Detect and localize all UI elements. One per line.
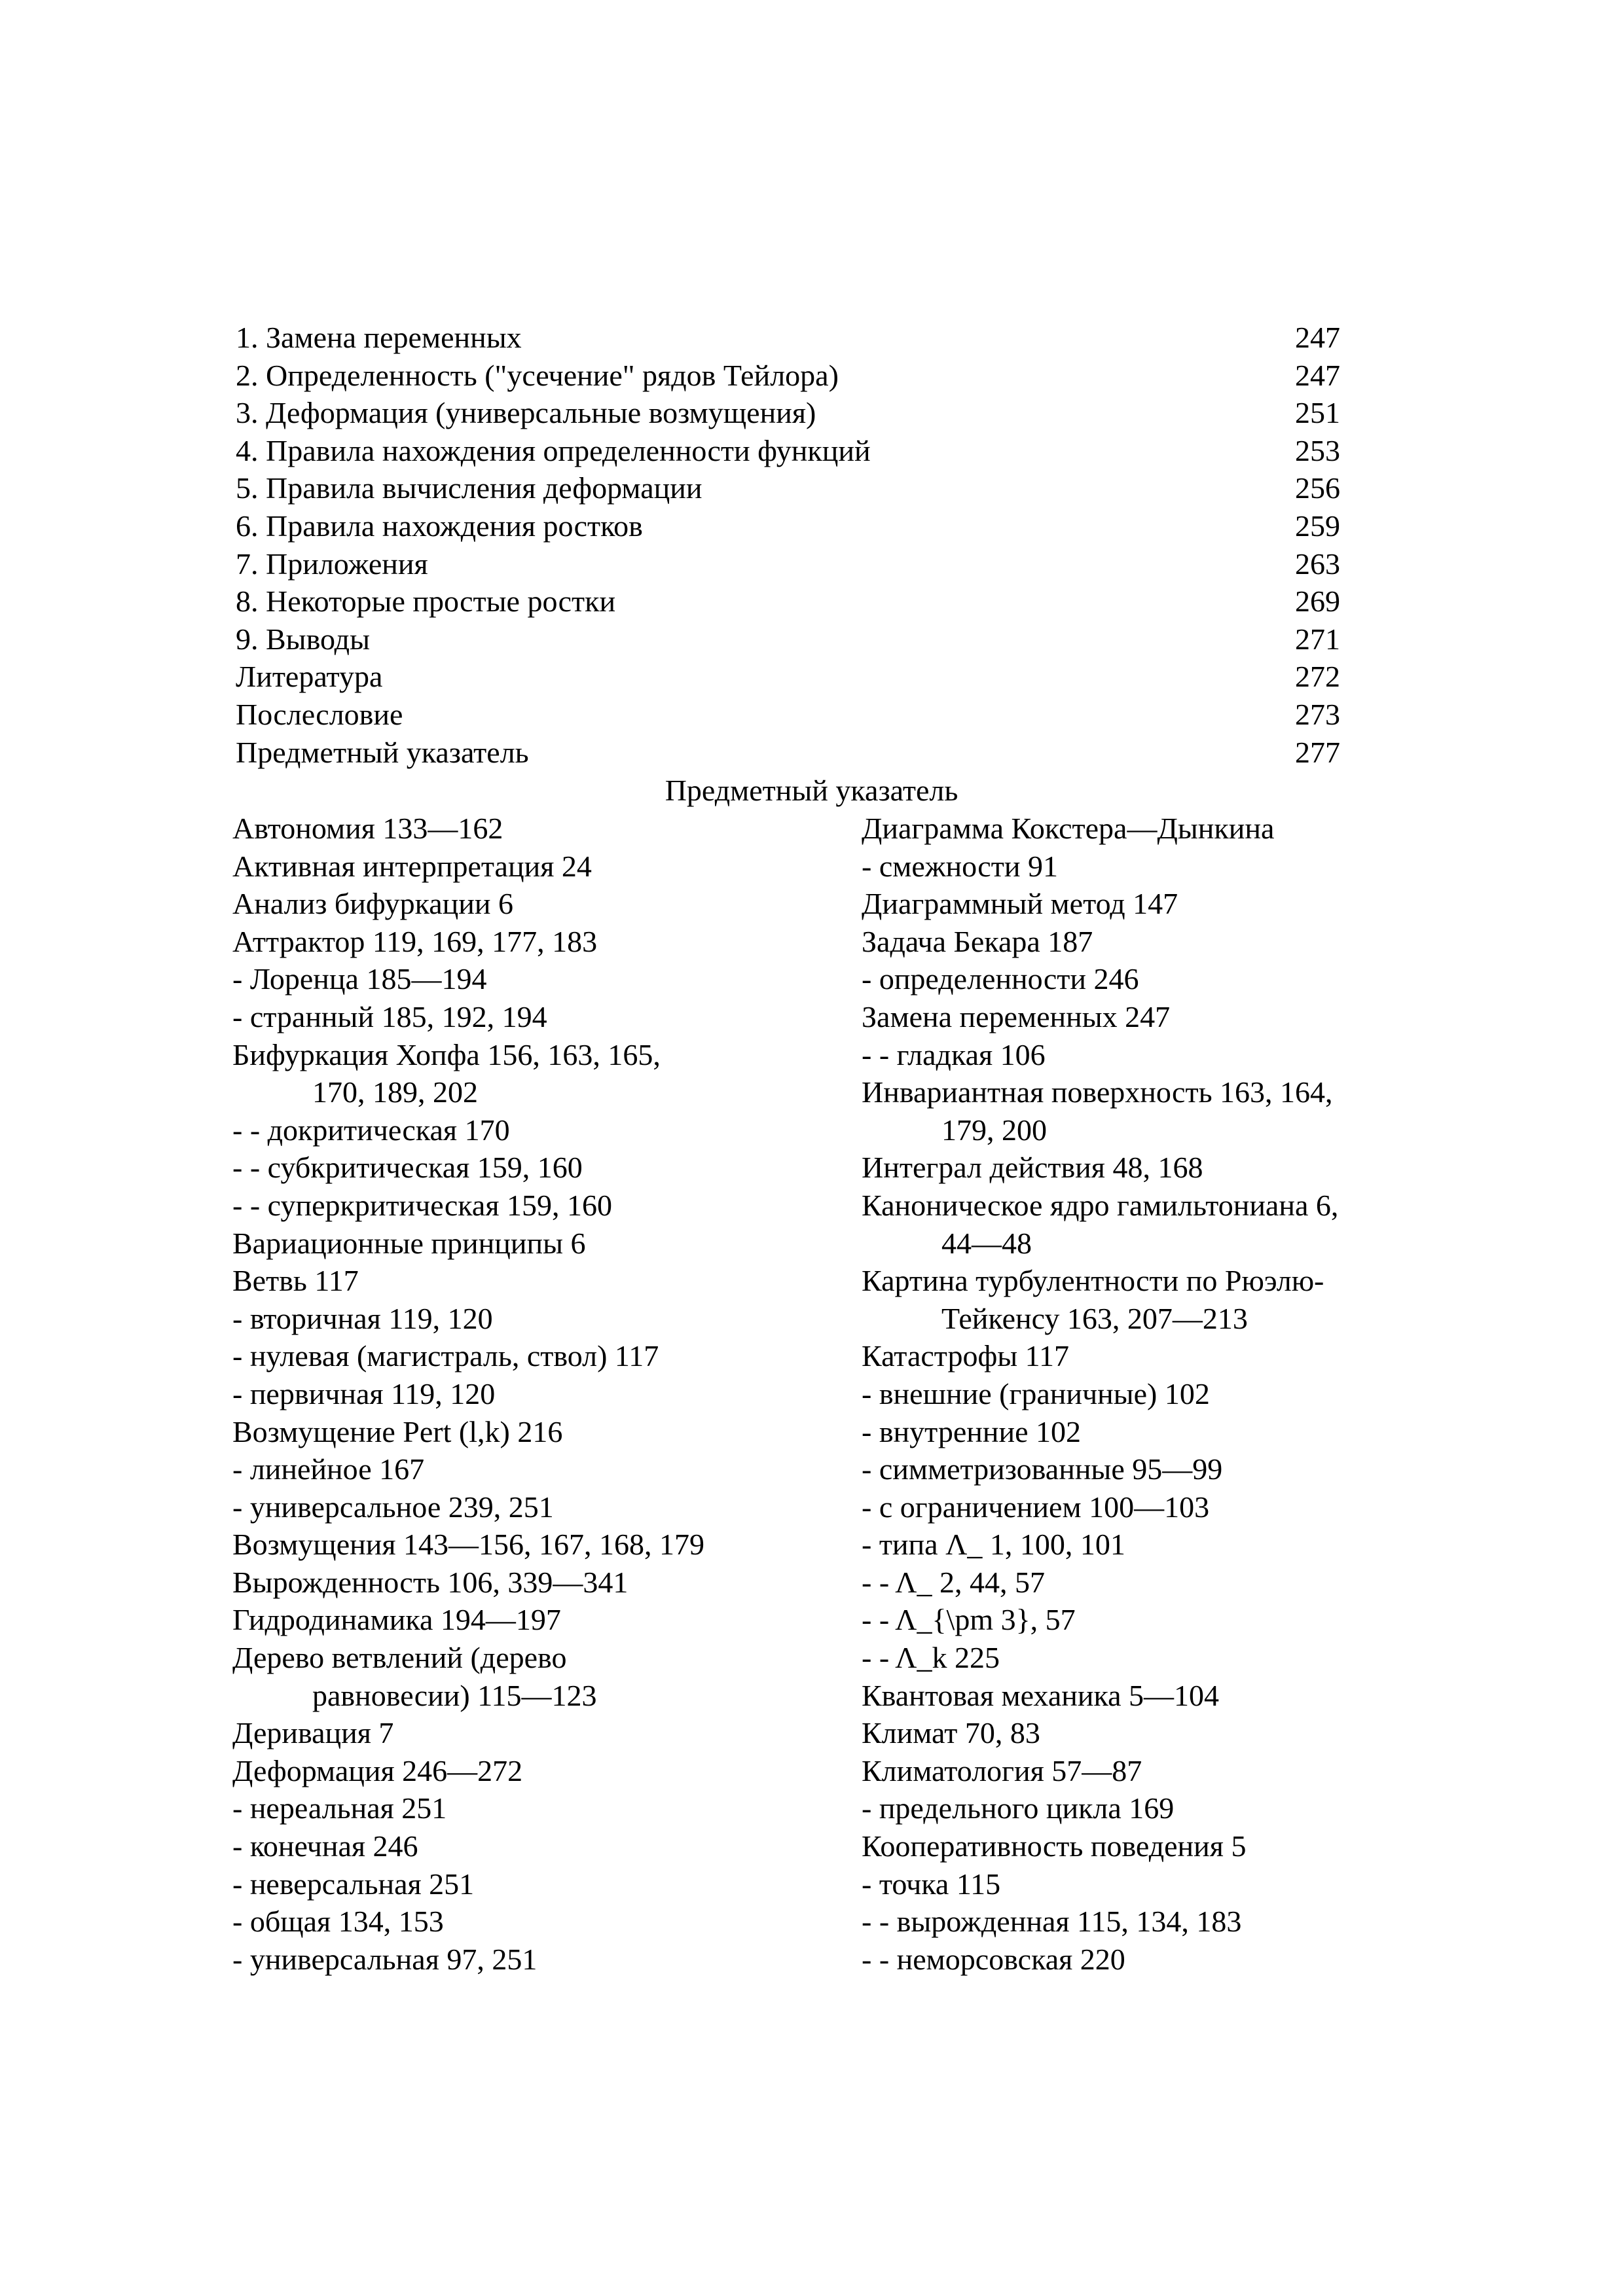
toc-title: Предметный указатель	[236, 735, 529, 769]
toc-title: 9. Выводы	[236, 622, 370, 656]
index-entry: Интеграл действия 48, 168	[862, 1151, 1203, 1185]
toc-title: 4. Правила нахождения определенности функций	[236, 433, 871, 467]
index-entry: Тейкенсу 163, 207—213	[941, 1301, 1248, 1335]
toc-title: 2. Определенность ("усечение" рядов Тейлора)	[236, 358, 839, 392]
index-entry: - общая 134, 153	[232, 1905, 444, 1939]
toc-title: 7. Приложения	[236, 547, 428, 581]
index-entry: - первичная 119, 120	[232, 1376, 496, 1410]
toc-row	[236, 658, 1354, 696]
index-entry: Картина турбулентности по Рюэлю-	[862, 1264, 1324, 1298]
toc-row	[236, 432, 1354, 470]
index-entry: - внешние (граничные) 102	[862, 1376, 1210, 1410]
index-entry: - симметризованные 95—99	[862, 1452, 1223, 1486]
index-entry: - - докритическая 170	[232, 1113, 510, 1147]
index-entry: - - неморсовская 220	[862, 1942, 1125, 1976]
toc-row	[236, 469, 1354, 507]
index-entry: Кооперативность поведения 5	[862, 1829, 1247, 1863]
toc-page-number: 253	[1295, 433, 1340, 467]
toc-row	[236, 696, 1354, 734]
index-entry: Ветвь 117	[232, 1264, 359, 1298]
toc-page-number: 269	[1295, 584, 1340, 619]
index-entry: Инвариантная поверхность 163, 164,	[862, 1075, 1333, 1109]
index-entry: - универсальная 97, 251	[232, 1942, 538, 1976]
index-entry: - - суперкритическая 159, 160	[232, 1188, 613, 1222]
index-entry: - - субкритическая 159, 160	[232, 1151, 583, 1185]
index-entry: - с ограничением 100—103	[862, 1490, 1210, 1524]
index-entry: Автономия 133—162	[232, 812, 503, 845]
index-entry: - - Λ_k 225	[862, 1641, 1000, 1675]
toc-page-number: 259	[1295, 509, 1340, 543]
index-entry: 44—48	[941, 1226, 1032, 1260]
toc-page-number: 271	[1295, 622, 1340, 656]
index-column-right	[862, 810, 1425, 1978]
toc-page-number: 247	[1295, 321, 1340, 354]
index-entry: - вторичная 119, 120	[232, 1301, 493, 1335]
index-entry: - неверсальная 251	[232, 1867, 475, 1901]
index-entry: Диаграмма Кокстера—Дынкина	[862, 812, 1275, 845]
index-entry: Бифуркация Хопфа 156, 163, 165,	[232, 1037, 661, 1071]
toc-row	[236, 319, 1354, 357]
index-entry: Каноническое ядро гамильтониана 6,	[862, 1188, 1339, 1222]
toc-row	[236, 545, 1354, 583]
toc-page-number: 272	[1295, 660, 1340, 694]
index-entry: Возмущение Pert (l,k) 216	[232, 1414, 563, 1448]
index-entry: Деривация 7	[232, 1716, 394, 1750]
index-entry: - - Λ_ 2, 44, 57	[862, 1565, 1045, 1599]
toc-row	[236, 357, 1354, 395]
index-entry: - - вырожденная 115, 134, 183	[862, 1905, 1242, 1939]
toc-title: Послесловие	[236, 697, 403, 731]
index-column-left	[232, 810, 841, 1978]
index-entry: Дерево ветвлений (дерево	[232, 1641, 567, 1675]
index-entry: - нулевая (магистраль, ствол) 117	[232, 1339, 659, 1373]
index-entry: Гидродинамика 194—197	[232, 1603, 561, 1637]
index-entry: - предельного цикла 169	[862, 1791, 1175, 1825]
toc-title: 1. Замена переменных	[236, 321, 522, 354]
index-entry: Замена переменных 247	[862, 999, 1171, 1033]
toc-row	[236, 734, 1354, 772]
toc-row	[236, 583, 1354, 620]
index-entry: Активная интерпретация 24	[232, 849, 592, 883]
toc-page-number: 277	[1295, 735, 1340, 769]
index-entry: - линейное 167	[232, 1452, 425, 1486]
index-entry: Вырожденность 106, 339—341	[232, 1565, 629, 1599]
index-entry: - смежности 91	[862, 849, 1058, 883]
index-title: Предметный указатель	[665, 774, 958, 807]
toc-row	[236, 620, 1354, 658]
toc-page-number: 247	[1295, 358, 1340, 392]
index-entry: - странный 185, 192, 194	[232, 999, 547, 1033]
toc-page-number: 263	[1295, 547, 1340, 581]
toc-page-number: 251	[1295, 396, 1340, 430]
index-entry: Климатология 57—87	[862, 1753, 1142, 1787]
index-entry: - точка 115	[862, 1867, 1001, 1901]
toc-row	[236, 507, 1354, 545]
toc-row	[236, 394, 1354, 432]
toc-page-number: 273	[1295, 697, 1340, 731]
toc-title: 8. Некоторые простые ростки	[236, 584, 616, 619]
index-entry: - конечная 246	[232, 1829, 418, 1863]
index-entry: - внутренние 102	[862, 1414, 1082, 1448]
index-entry: - определенности 246	[862, 962, 1139, 996]
index-entry: Катастрофы 117	[862, 1339, 1069, 1373]
toc-title: 3. Деформация (универсальные возмущения)	[236, 396, 816, 430]
index-entry: 179, 200	[941, 1113, 1047, 1147]
index-entry: равновесии) 115—123	[312, 1678, 597, 1712]
index-entry: Возмущения 143—156, 167, 168, 179	[232, 1528, 705, 1562]
index-entry: - - Λ_{\pm 3}, 57	[862, 1603, 1076, 1637]
table-of-contents	[236, 319, 1354, 771]
toc-title: 6. Правила нахождения ростков	[236, 509, 643, 543]
index-entry: - универсальное 239, 251	[232, 1490, 554, 1524]
index-entry: - нереальная 251	[232, 1791, 447, 1825]
index-entry: Климат 70, 83	[862, 1716, 1040, 1750]
index-entry: Квантовая механика 5—104	[862, 1678, 1220, 1712]
index-entry: 170, 189, 202	[312, 1075, 478, 1109]
toc-title: 5. Правила вычисления деформации	[236, 471, 702, 505]
index-entry: Аттрактор 119, 169, 177, 183	[232, 924, 598, 958]
index-entry: Задача Бекара 187	[862, 924, 1093, 958]
index-entry: - - гладкая 106	[862, 1037, 1046, 1071]
toc-page-number: 256	[1295, 471, 1340, 505]
index-entry: Вариационные принципы 6	[232, 1226, 586, 1260]
index-entry: Анализ бифуркации 6	[232, 887, 514, 921]
toc-title: Литература	[236, 660, 383, 694]
index-entry: Деформация 246—272	[232, 1753, 523, 1787]
index-entry: - Лоренца 185—194	[232, 962, 487, 996]
index-entry: - типа Λ_ 1, 100, 101	[862, 1528, 1125, 1562]
index-entry: Диаграммный метод 147	[862, 887, 1178, 921]
